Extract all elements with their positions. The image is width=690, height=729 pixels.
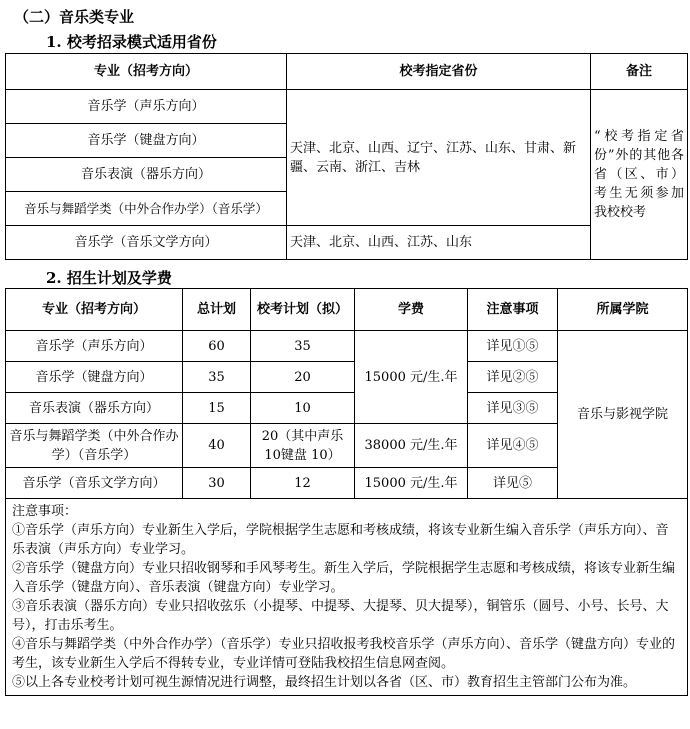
note-cell: 详见④⑤ — [468, 424, 558, 468]
note-cell: 详见②⑤ — [468, 362, 558, 393]
plan-cell: 35 — [251, 331, 355, 362]
header-fee: 学费 — [355, 289, 468, 331]
major-cell: 音乐表演（器乐方向） — [6, 393, 183, 424]
note-item: ⑤以上各专业校考计划可视生源情况进行调整，最终招生计划以各省（区、市）教育招生主管部门公布为准。 — [12, 675, 637, 690]
fee-b: 38000 元/生.年 — [355, 424, 468, 468]
table-row: 音乐表演（器乐方向） — [6, 158, 287, 192]
table-row — [6, 331, 688, 362]
section1-title: 1. 校考招录模式适用省份 — [46, 33, 217, 51]
total-cell: 60 — [183, 331, 251, 362]
header-total: 总计划 — [183, 289, 251, 331]
notes-block — [6, 499, 688, 696]
plan-table — [5, 288, 688, 696]
page-heading: （二）音乐类专业 — [14, 8, 135, 26]
fee-a: 15000 元/生.年 — [355, 331, 468, 424]
plan-cell: 20 — [251, 362, 355, 393]
major-cell: 音乐学（音乐文学方向） — [6, 468, 183, 499]
note-item: ②音乐学（键盘方向）专业只招收钢琴和手风琴考生。新生入学后，学院根据学生志愿和考核成绩，将该专业新生编入音乐学（键盘方向）、音乐表演（键盘方向）专业学习。 — [12, 561, 676, 595]
header-major: 专业（招考方向） — [6, 54, 287, 90]
note-cell: 详见①⑤ — [468, 331, 558, 362]
plan-cell: 12 — [251, 468, 355, 499]
header-provinces: 校考指定省份 — [287, 54, 591, 90]
total-cell: 15 — [183, 393, 251, 424]
note-cell: 详见③⑤ — [468, 393, 558, 424]
section2-title: 2. 招生计划及学费 — [46, 269, 172, 287]
provinces-a: 天津、北京、山西、辽宁、江苏、山东、甘肃、新疆、云南、浙江、吉林 — [287, 90, 591, 226]
note-item: ④音乐与舞蹈学类（中外合作办学）（音乐学）专业只招收报考我校音乐学（声乐方向）、音乐学（键盘方向）专业的考生，该专业新生入学后不得转专业，专业详情可登陆我校招生信息网查阅。 — [12, 637, 676, 671]
remark-cell: “校考指定省份”外的其他各省（区、市）考生无须参加我校校考 — [591, 90, 688, 260]
table-row: 音乐学（声乐方向） — [6, 90, 287, 124]
header-college: 所属学院 — [558, 289, 688, 331]
province-table — [5, 53, 688, 260]
note-item: ③音乐表演（器乐方向）专业只招收弦乐（小提琴、中提琴、大提琴、贝大提琴），铜管乐（圆号、小号、长号、大号），打击乐考生。 — [12, 599, 669, 633]
major-cell: 音乐学（键盘方向） — [6, 362, 183, 393]
table-row: 音乐与舞蹈学类（中外合作办学）（音乐学） — [6, 192, 287, 226]
header-major: 专业（招考方向） — [6, 289, 183, 331]
provinces-b: 天津、北京、山西、江苏、山东 — [287, 226, 591, 260]
fee-c: 15000 元/生.年 — [355, 468, 468, 499]
total-cell: 30 — [183, 468, 251, 499]
total-cell: 40 — [183, 424, 251, 468]
header-notes: 注意事项 — [468, 289, 558, 331]
plan-cell: 10 — [251, 393, 355, 424]
notes-title: 注意事项： — [12, 504, 78, 519]
college-cell: 音乐与影视学院 — [558, 331, 688, 499]
note-item: ①音乐学（声乐方向）专业新生入学后，学院根据学生志愿和考核成绩，将该专业新生编入音乐学（声乐方向）、音乐表演（声乐方向）专业学习。 — [12, 523, 669, 557]
note-cell: 详见⑤ — [468, 468, 558, 499]
major-cell: 音乐学（声乐方向） — [6, 331, 183, 362]
major-cell: 音乐与舞蹈学类（中外合作办学）（音乐学） — [6, 424, 183, 468]
total-cell: 35 — [183, 362, 251, 393]
plan-cell: 20（其中声乐10键盘 10） — [251, 424, 355, 468]
header-remark: 备注 — [591, 54, 688, 90]
table-row: 音乐学（键盘方向） — [6, 124, 287, 158]
table-row: 音乐学（音乐文学方向） — [6, 226, 287, 260]
header-plan: 校考计划（拟） — [251, 289, 355, 331]
